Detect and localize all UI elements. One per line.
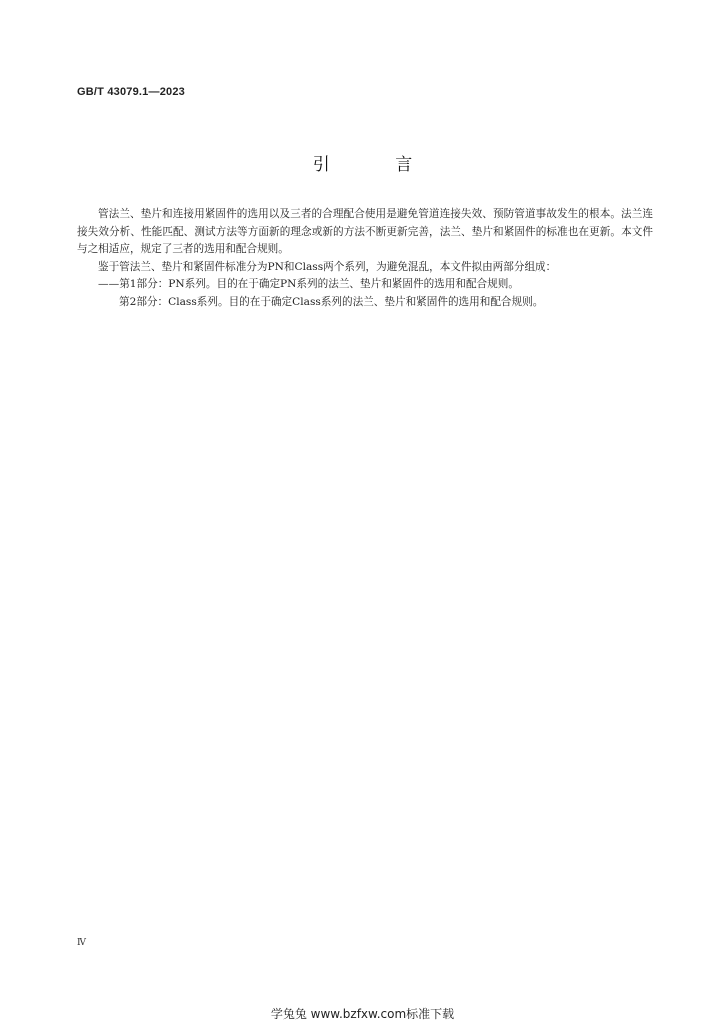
page-number: Ⅳ [77, 938, 86, 948]
paragraph-part-2: 第2部分：Class系列。目的在于确定Class系列的法兰、垫片和紧固件的选用和配合规则。 [119, 295, 544, 308]
standard-code: GB/T 43079.1—2023 [77, 86, 185, 98]
body-text [77, 206, 653, 311]
watermark-text: 学兔兔 www.bzfxw.com标准下载 [270, 1007, 455, 1021]
paragraph-series: 鉴于管法兰、垫片和紧固件标准分为PN和Class两个系列，为避免混乱，本文件拟由两部分组成： [98, 260, 557, 273]
paragraph-part-1: ——第1部分：PN系列。目的在于确定PN系列的法兰、垫片和紧固件的选用和配合规则。 [98, 278, 519, 290]
section-title: 引 言 [312, 155, 443, 175]
paragraph-intro: 管法兰、垫片和连接用紧固件的选用以及三者的合理配合使用是避免管道连接失效、预防管道事故发生的根本。法兰连接失效分析、性能匹配、测试方法等方面新的理念或新的方法不断更新完善，法兰、垫片和紧固件的标准也在更新。本文件与之相适应，规定了三者的选用和配合规则。 [77, 208, 653, 255]
